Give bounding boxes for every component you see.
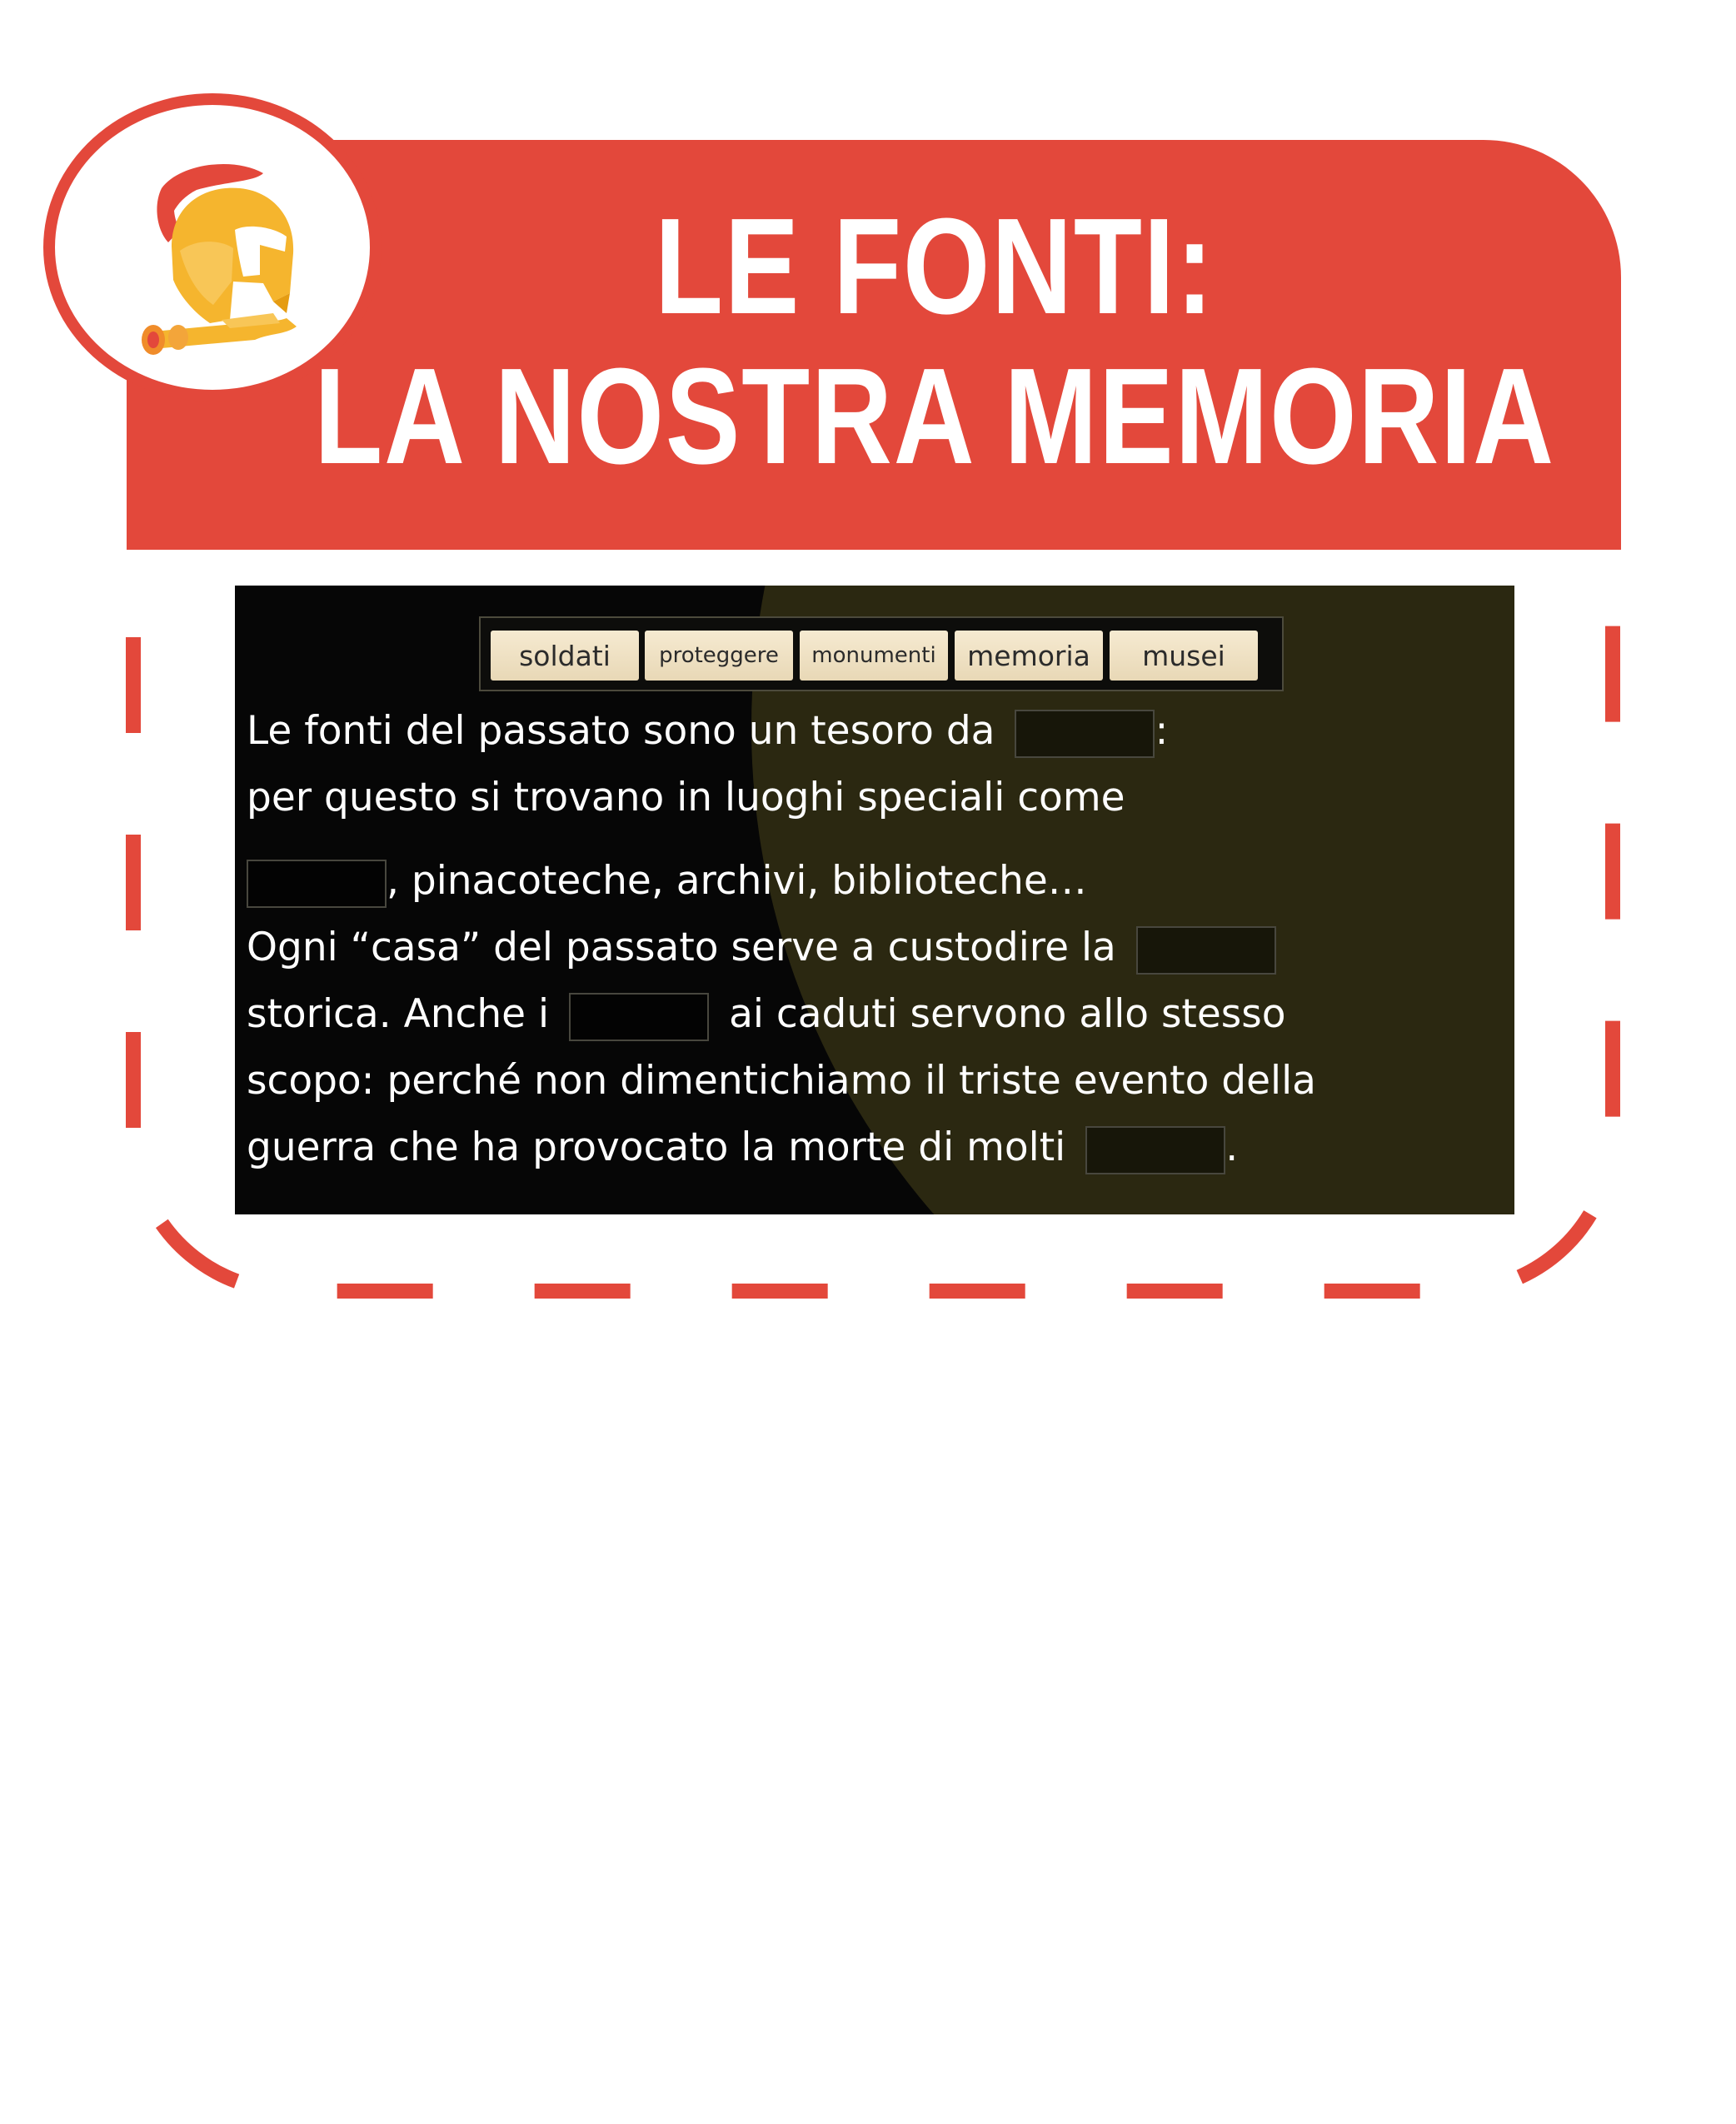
passage-line-2 bbox=[247, 765, 1513, 831]
passage-line-1 bbox=[247, 698, 1513, 765]
passage-text-segment: ai caduti servono allo stesso bbox=[729, 991, 1286, 1037]
passage-text-segment: , pinacoteche, archivi, biblioteche… bbox=[387, 858, 1087, 904]
word-chip-musei[interactable]: musei bbox=[1110, 631, 1258, 681]
title-line-2: LA NOSTRA MEMORIA bbox=[314, 340, 1555, 493]
passage-text-segment: Le fonti del passato sono un tesoro da bbox=[247, 708, 995, 754]
answer-blank-3[interactable] bbox=[1136, 926, 1276, 975]
word-chip-monumenti[interactable]: monumenti bbox=[800, 631, 948, 681]
answer-blank-5[interactable] bbox=[1085, 1126, 1225, 1174]
passage-text-segment: scopo: perché non dimentichiamo il triste evento della bbox=[247, 1058, 1316, 1104]
passage-text-segment: guerra che ha provocato la morte di molti bbox=[247, 1124, 1066, 1170]
passage-line-4 bbox=[247, 915, 1513, 981]
passage-text-segment: storica. Anche i bbox=[247, 991, 550, 1037]
passage-text-segment: . bbox=[1225, 1124, 1239, 1170]
passage-line-7 bbox=[247, 1114, 1513, 1181]
passage-line-6 bbox=[247, 1048, 1513, 1114]
word-chip-proteggere[interactable]: proteggere bbox=[645, 631, 793, 681]
passage-line-3 bbox=[247, 848, 1513, 915]
word-bank bbox=[479, 616, 1284, 691]
title-line-1: LE FONTI: bbox=[654, 190, 1215, 342]
word-chip-memoria[interactable]: memoria bbox=[955, 631, 1103, 681]
answer-blank-1[interactable] bbox=[1015, 710, 1155, 758]
answer-blank-2[interactable] bbox=[247, 860, 387, 908]
passage-text-segment: Ogni “casa” del passato serve a custodire la bbox=[247, 925, 1116, 970]
answer-blank-4[interactable] bbox=[569, 993, 709, 1041]
passage-line-5 bbox=[247, 981, 1513, 1048]
passage-text bbox=[247, 698, 1513, 1181]
fill-in-activity bbox=[235, 586, 1514, 1214]
passage-text-segment: : bbox=[1155, 708, 1169, 754]
passage-text-segment: per questo si trovano in luoghi speciali come bbox=[247, 775, 1125, 820]
word-chip-soldati[interactable]: soldati bbox=[491, 631, 639, 681]
